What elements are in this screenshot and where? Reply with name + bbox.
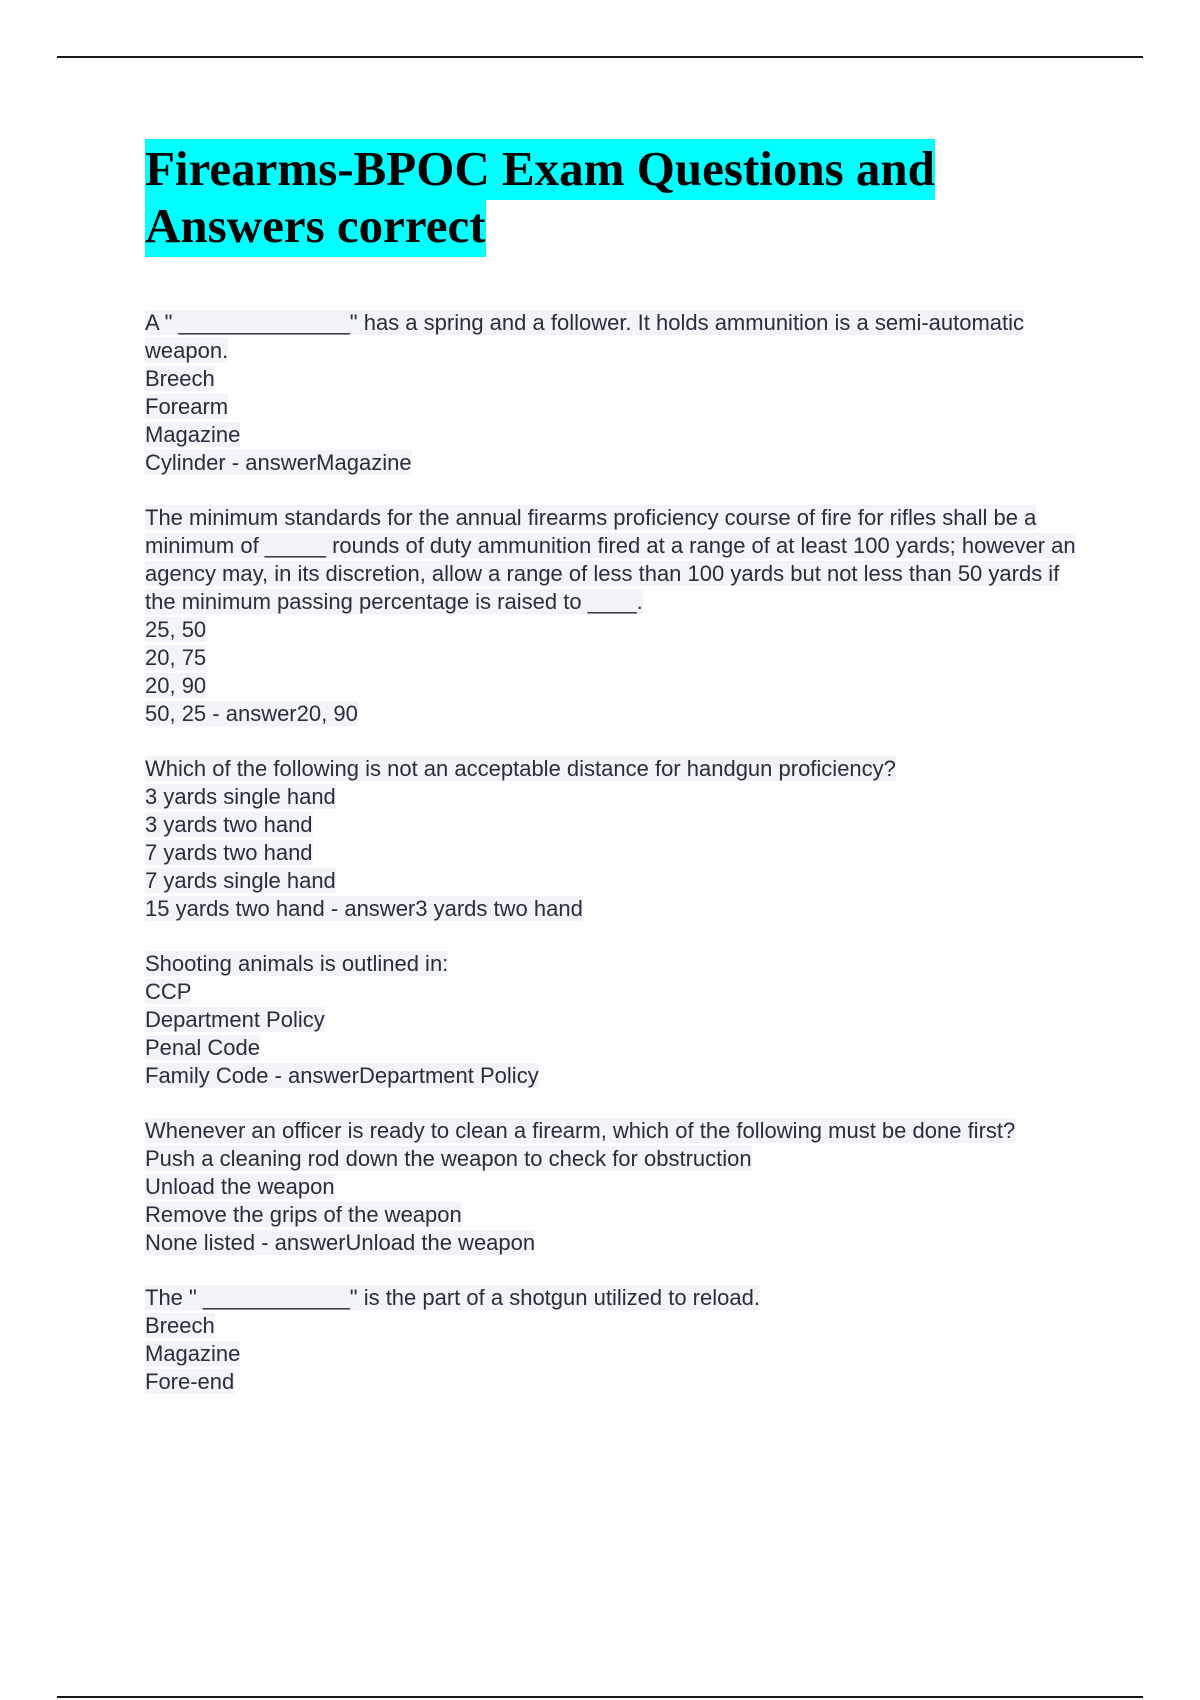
answer-option: 20, 90 — [145, 673, 207, 698]
answer-option: 3 yards single hand — [145, 784, 336, 809]
question-text: Whenever an officer is ready to clean a firearm, which of the following must be done first? — [145, 1118, 1016, 1143]
answer-option: Push a cleaning rod down the weapon to check for obstruction — [145, 1146, 752, 1171]
answer-option: Magazine — [145, 1341, 241, 1366]
answer-option: 25, 50 — [145, 617, 207, 642]
answer-option: 3 yards two hand — [145, 812, 313, 837]
answer-option: 7 yards single hand — [145, 868, 336, 893]
document-body — [145, 140, 1080, 1423]
question-block — [145, 309, 1080, 477]
answer-option: Unload the weapon — [145, 1174, 335, 1199]
question-text: The minimum standards for the annual firearms proficiency course of fire for rifles shall be a minimum of _____ rounds of duty ammunition fired at a range of at least 100 yards; however an agency may, in its discretion, allow a range of less than 100 yards but not less than 50 yards if the minimum passing percentage is raised to ____. — [145, 505, 1076, 614]
answer-option: 20, 75 — [145, 645, 207, 670]
answer-option: Breech — [145, 366, 215, 391]
question-text: Which of the following is not an acceptable distance for handgun proficiency? — [145, 756, 896, 781]
answer-option: None listed - answerUnload the weapon — [145, 1230, 536, 1255]
answer-option: 7 yards two hand — [145, 840, 313, 865]
answer-option: Cylinder - answerMagazine — [145, 450, 412, 475]
answer-option: Remove the grips of the weapon — [145, 1202, 462, 1227]
question-text: The " ____________" is the part of a shotgun utilized to reload. — [145, 1285, 760, 1310]
question-text: A " ______________" has a spring and a follower. It holds ammunition is a semi-automatic weapon. — [145, 310, 1025, 363]
answer-option: Forearm — [145, 394, 229, 419]
answer-option: 15 yards two hand - answer3 yards two hand — [145, 896, 583, 921]
question-block — [145, 950, 1080, 1090]
answer-option: Department Policy — [145, 1007, 325, 1032]
question-block — [145, 755, 1080, 923]
answer-option: 50, 25 - answer20, 90 — [145, 701, 358, 726]
answer-option: Breech — [145, 1313, 215, 1338]
question-text: Shooting animals is outlined in: — [145, 951, 449, 976]
question-block — [145, 1117, 1080, 1257]
question-list — [145, 309, 1080, 1396]
answer-option: Penal Code — [145, 1035, 260, 1060]
answer-option: Family Code - answerDepartment Policy — [145, 1063, 539, 1088]
document-title-text: Firearms-BPOC Exam Questions and Answers correct — [145, 139, 935, 257]
question-block — [145, 504, 1080, 728]
top-rule — [57, 56, 1143, 58]
answer-option: Magazine — [145, 422, 241, 447]
question-block — [145, 1284, 1080, 1396]
answer-option: Fore-end — [145, 1369, 235, 1394]
answer-option: CCP — [145, 979, 192, 1004]
document-title — [145, 140, 1080, 254]
bottom-rule — [57, 1696, 1143, 1698]
